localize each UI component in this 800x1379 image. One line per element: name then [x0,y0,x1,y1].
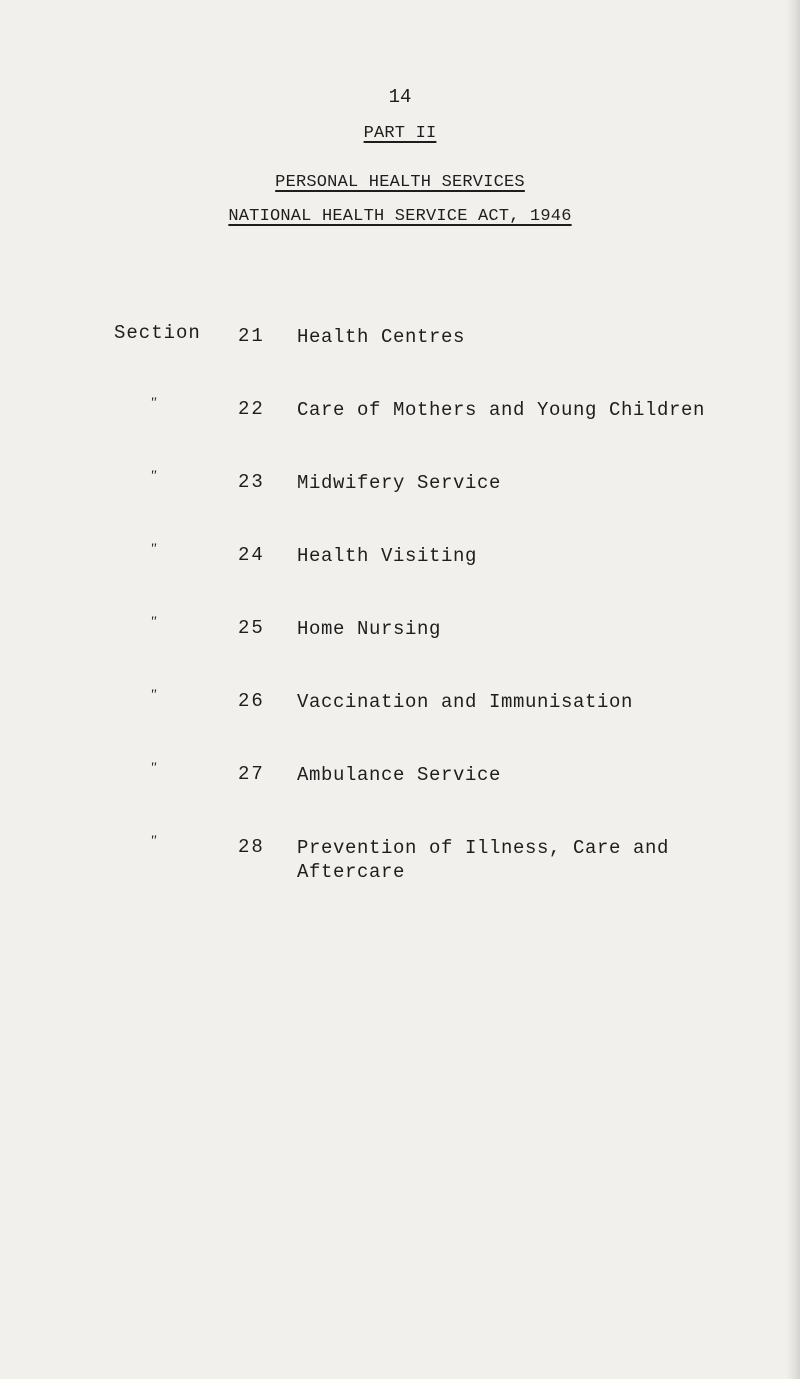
section-title: Care of Mothers and Young Children [297,399,706,421]
section-number: 21 [238,325,265,347]
section-title: Health Centres [297,326,466,348]
act-heading [0,207,800,226]
ditto-mark: " [150,833,157,849]
section-number: 26 [238,690,265,712]
section-number: 28 [238,836,265,858]
section-row [114,395,754,468]
ditto-mark: " [150,468,157,484]
ditto-mark: " [150,614,157,630]
section-title: Vaccination and Immunisation [297,691,634,713]
section-label: Section [114,322,201,344]
ditto-mark: " [150,395,157,411]
section-row [114,687,754,760]
section-row [114,614,754,687]
section-row [114,468,754,541]
section-title: Midwifery Service [297,472,502,494]
section-number: 25 [238,617,265,639]
services-heading [0,173,800,192]
section-number: 23 [238,471,265,493]
section-title: Home Nursing [297,618,442,640]
section-row [114,541,754,614]
section-row [114,760,754,833]
ditto-mark: " [150,760,157,776]
page-number: 14 [388,86,412,108]
section-number: 27 [238,763,265,785]
section-row [114,833,754,906]
ditto-mark: " [150,541,157,557]
part-heading [0,124,800,143]
part-heading-text: PART II [363,124,437,143]
section-number: 22 [238,398,265,420]
section-title: Prevention of Illness, Care and Aftercare [297,837,670,883]
services-heading-text: PERSONAL HEALTH SERVICES [275,173,525,192]
section-row [114,322,754,395]
section-title: Ambulance Service [297,764,502,786]
section-title: Health Visiting [297,545,478,567]
ditto-mark: " [150,687,157,703]
section-list [114,322,754,906]
section-number: 24 [238,544,265,566]
act-heading-text: NATIONAL HEALTH SERVICE ACT, 1946 [228,207,572,226]
